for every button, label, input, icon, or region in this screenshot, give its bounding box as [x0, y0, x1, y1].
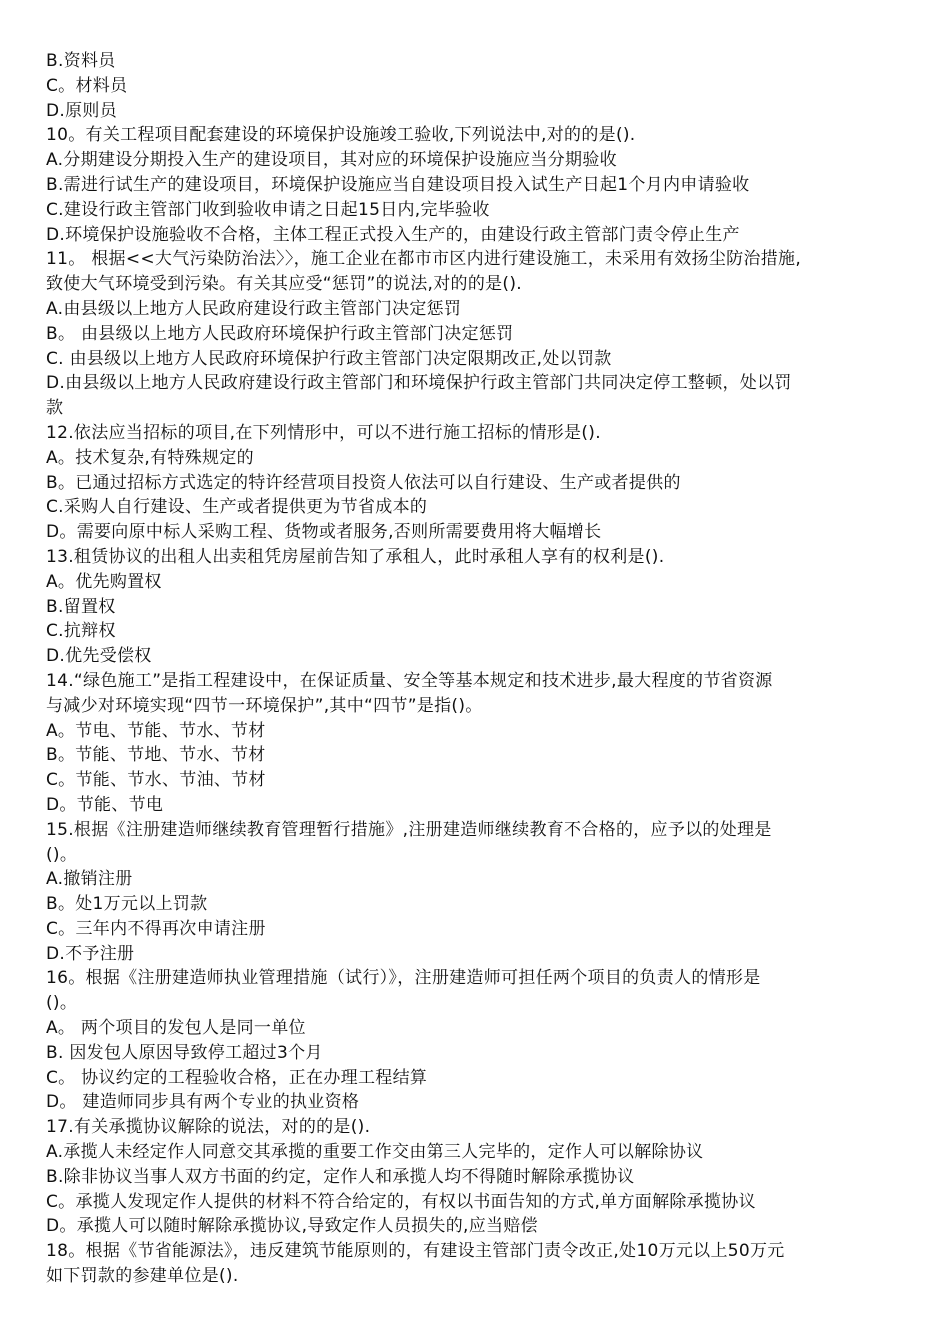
text-line: C. 由县级以上地方人民政府环境保护行政主管部门决定限期改正,处以罚款: [46, 348, 612, 369]
text-line: D.不予注册: [46, 943, 135, 964]
text-line: 16。根据《注册建造师执业管理措施（试行）》，注册建造师可担任两个项目的负责人的情形是: [46, 968, 761, 989]
text-line: 与减少对环境实现“四节一环境保护”,其中“四节”是指()。: [46, 695, 483, 716]
text-line: C。三年内不得再次申请注册: [46, 918, 266, 939]
text-line: B。已通过招标方式选定的特许经营项目投资人依法可以自行建设、生产或者提供的: [46, 472, 681, 493]
text-line: 17.有关承揽协议解除的说法，对的的是().: [46, 1117, 371, 1138]
text-line: A.承揽人未经定作人同意交其承揽的重要工作交由第三人完毕的，定作人可以解除协议: [46, 1142, 704, 1163]
text-line: A。技术复杂,有特殊规定的: [46, 447, 254, 468]
text-line: A.分期建设分期投入生产的建设项目，其对应的环境保护设施应当分期验收: [46, 150, 617, 171]
text-line: B.需进行试生产的建设项目，环境保护设施应当自建设项目投入试生产日起1个月内申请验收: [46, 174, 750, 195]
text-line: 18。根据《节省能源法》，违反建筑节能原则的，有建设主管部门责令改正,处10万元以上50万元: [46, 1241, 785, 1262]
text-line: 15.根据《注册建造师继续教育管理暂行措施》,注册建造师继续教育不合格的，应予以的处理是: [46, 819, 772, 840]
text-line: 10。有关工程项目配套建设的环境保护设施竣工验收,下列说法中,对的的是().: [46, 125, 636, 146]
text-line: C。材料员: [46, 75, 128, 96]
text-line: B.留置权: [46, 596, 116, 617]
text-line: B。处1万元以上罚款: [46, 894, 208, 915]
text-line: C.抗辩权: [46, 621, 116, 642]
text-line: D。需要向原中标人采购工程、货物或者服务,否则所需要费用将大幅增长: [46, 522, 602, 543]
text-line: B. 因发包人原因导致停工超过3个月: [46, 1042, 323, 1063]
text-line: B。节能、节地、节水、节材: [46, 745, 266, 766]
text-line: 致使大气环境受到污染。有关其应受“惩罚”的说法,对的的是().: [46, 274, 522, 295]
text-line: D。节能、节电: [46, 794, 164, 815]
text-line: A.撤销注册: [46, 869, 133, 890]
text-line: C。节能、节水、节油、节材: [46, 770, 266, 791]
text-line: D.环境保护设施验收不合格，主体工程正式投入生产的，由建设行政主管部门责令停止生产: [46, 224, 740, 245]
text-line: ()。: [46, 844, 78, 865]
text-line: 款: [46, 398, 64, 419]
text-line: 13.租赁协议的出租人出卖租凭房屋前告知了承租人，此时承租人享有的权利是().: [46, 546, 665, 567]
text-line: A。 两个项目的发包人是同一单位: [46, 1018, 306, 1039]
text-line: C。承揽人发现定作人提供的材料不符合给定的，有权以书面告知的方式,单方面解除承揽协议: [46, 1191, 756, 1212]
text-line: B。 由县级以上地方人民政府环境保护行政主管部门决定惩罚: [46, 323, 514, 344]
text-line: D.优先受偿权: [46, 646, 152, 667]
text-line: ()。: [46, 993, 78, 1014]
text-line: D。 建造师同步具有两个专业的执业资格: [46, 1092, 360, 1113]
text-line: A。节电、节能、节水、节材: [46, 720, 266, 741]
text-line: A.由县级以上地方人民政府建设行政主管部门决定惩罚: [46, 298, 462, 319]
text-line: 11。 根据<<大气污染防治法〉〉，施工企业在都市市区内进行建设施工，未采用有效扬尘防治措施,: [46, 249, 802, 270]
text-line: 如下罚款的参建单位是().: [46, 1266, 239, 1287]
text-line: C.采购人自行建设、生产或者提供更为节省成本的: [46, 497, 428, 518]
text-line: D.原则员: [46, 100, 117, 121]
text-line: B.资料员: [46, 51, 116, 71]
text-line: 12.依法应当招标的项目,在下列情形中，可以不进行施工招标的情形是().: [46, 422, 601, 443]
text-line: D.由县级以上地方人民政府建设行政主管部门和环境保护行政主管部门共同决定停工整顿，处以罚: [46, 373, 792, 394]
text-line: A。优先购置权: [46, 571, 162, 592]
text-line: 14.“绿色施工”是指工程建设中，在保证质量、安全等基本规定和技术进步,最大程度的节省资源: [46, 670, 773, 691]
text-line: C。 协议约定的工程验收合格，正在办理工程结算: [46, 1067, 428, 1088]
text-line: B.除非协议当事人双方书面的约定，定作人和承揽人均不得随时解除承揽协议: [46, 1166, 635, 1187]
text-line: D。承揽人可以随时解除承揽协议,导致定作人员损失的,应当赔偿: [46, 1216, 538, 1237]
text-line: C.建设行政主管部门收到验收申请之日起15日内,完毕验收: [46, 199, 490, 220]
